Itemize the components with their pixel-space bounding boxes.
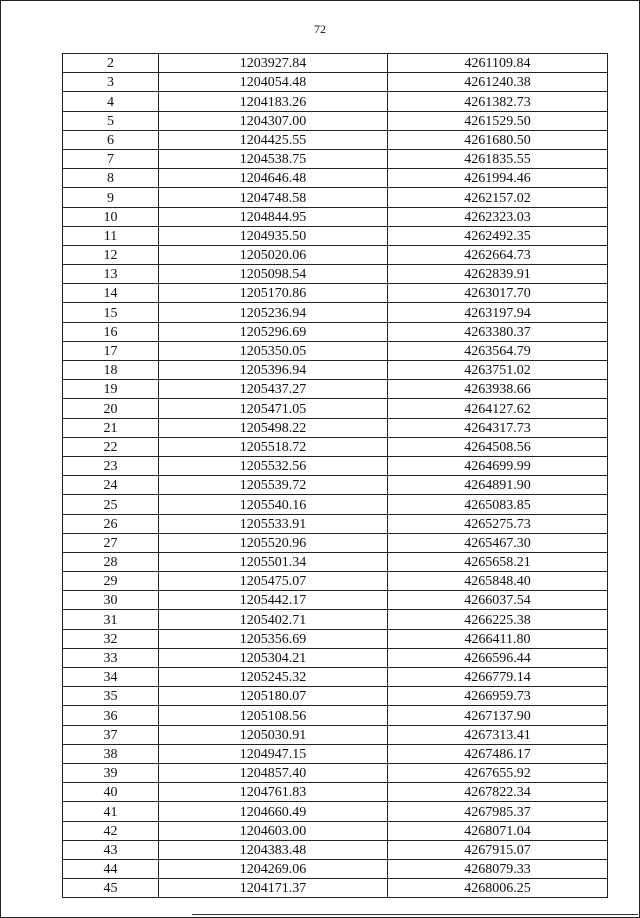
x-coordinate-cell: 1204761.83 [159, 783, 388, 802]
y-coordinate-cell: 4261529.50 [388, 111, 608, 130]
y-coordinate-cell: 4262323.03 [388, 207, 608, 226]
table-row [63, 169, 608, 188]
coordinates-table [62, 53, 608, 898]
point-number-cell: 19 [63, 380, 159, 399]
x-coordinate-cell: 1205437.27 [159, 380, 388, 399]
point-number-cell: 17 [63, 341, 159, 360]
table-row [63, 514, 608, 533]
point-number-cell: 5 [63, 111, 159, 130]
x-coordinate-cell: 1205170.86 [159, 284, 388, 303]
y-coordinate-cell: 4264508.56 [388, 437, 608, 456]
y-coordinate-cell: 4262157.02 [388, 188, 608, 207]
y-coordinate-cell: 4266779.14 [388, 668, 608, 687]
table-row [63, 54, 608, 73]
point-number-cell: 30 [63, 591, 159, 610]
x-coordinate-cell: 1205498.22 [159, 418, 388, 437]
point-number-cell: 32 [63, 629, 159, 648]
y-coordinate-cell: 4267822.34 [388, 783, 608, 802]
x-coordinate-cell: 1205350.05 [159, 341, 388, 360]
point-number-cell: 15 [63, 303, 159, 322]
coordinates-table-body [63, 54, 608, 898]
table-row [63, 399, 608, 418]
x-coordinate-cell: 1205532.56 [159, 456, 388, 475]
table-row [63, 859, 608, 878]
point-number-cell: 35 [63, 687, 159, 706]
page-number: 72 [314, 22, 326, 36]
y-coordinate-cell: 4267486.17 [388, 744, 608, 763]
x-coordinate-cell: 1205520.96 [159, 533, 388, 552]
y-coordinate-cell: 4263380.37 [388, 322, 608, 341]
x-coordinate-cell: 1204857.40 [159, 763, 388, 782]
bottom-divider [192, 914, 638, 915]
table-row [63, 840, 608, 859]
y-coordinate-cell: 4265275.73 [388, 514, 608, 533]
x-coordinate-cell: 1204538.75 [159, 149, 388, 168]
y-coordinate-cell: 4265467.30 [388, 533, 608, 552]
table-row [63, 245, 608, 264]
x-coordinate-cell: 1204383.48 [159, 840, 388, 859]
table-row [63, 418, 608, 437]
y-coordinate-cell: 4265658.21 [388, 552, 608, 571]
y-coordinate-cell: 4261835.55 [388, 149, 608, 168]
y-coordinate-cell: 4266411.80 [388, 629, 608, 648]
table-row [63, 821, 608, 840]
y-coordinate-cell: 4267985.37 [388, 802, 608, 821]
x-coordinate-cell: 1205396.94 [159, 361, 388, 380]
table-row [63, 629, 608, 648]
table-row [63, 744, 608, 763]
table-row [63, 380, 608, 399]
point-number-cell: 33 [63, 648, 159, 667]
x-coordinate-cell: 1204603.00 [159, 821, 388, 840]
y-coordinate-cell: 4264127.62 [388, 399, 608, 418]
table-row [63, 572, 608, 591]
x-coordinate-cell: 1205245.32 [159, 668, 388, 687]
point-number-cell: 7 [63, 149, 159, 168]
table-row [63, 149, 608, 168]
x-coordinate-cell: 1204054.48 [159, 73, 388, 92]
point-number-cell: 43 [63, 840, 159, 859]
y-coordinate-cell: 4266959.73 [388, 687, 608, 706]
table-row [63, 341, 608, 360]
x-coordinate-cell: 1205098.54 [159, 265, 388, 284]
table-row [63, 783, 608, 802]
y-coordinate-cell: 4267655.92 [388, 763, 608, 782]
point-number-cell: 26 [63, 514, 159, 533]
x-coordinate-cell: 1205296.69 [159, 322, 388, 341]
y-coordinate-cell: 4268071.04 [388, 821, 608, 840]
y-coordinate-cell: 4265848.40 [388, 572, 608, 591]
point-number-cell: 2 [63, 54, 159, 73]
point-number-cell: 21 [63, 418, 159, 437]
x-coordinate-cell: 1205475.07 [159, 572, 388, 591]
point-number-cell: 24 [63, 476, 159, 495]
y-coordinate-cell: 4267915.07 [388, 840, 608, 859]
y-coordinate-cell: 4262664.73 [388, 245, 608, 264]
table-row [63, 476, 608, 495]
y-coordinate-cell: 4265083.85 [388, 495, 608, 514]
point-number-cell: 40 [63, 783, 159, 802]
x-coordinate-cell: 1205108.56 [159, 706, 388, 725]
y-coordinate-cell: 4264317.73 [388, 418, 608, 437]
x-coordinate-cell: 1204646.48 [159, 169, 388, 188]
table-row [63, 552, 608, 571]
point-number-cell: 28 [63, 552, 159, 571]
table-row [63, 188, 608, 207]
y-coordinate-cell: 4266037.54 [388, 591, 608, 610]
y-coordinate-cell: 4263751.02 [388, 361, 608, 380]
point-number-cell: 37 [63, 725, 159, 744]
x-coordinate-cell: 1204660.49 [159, 802, 388, 821]
y-coordinate-cell: 4261240.38 [388, 73, 608, 92]
point-number-cell: 45 [63, 879, 159, 898]
x-coordinate-cell: 1205030.91 [159, 725, 388, 744]
y-coordinate-cell: 4264699.99 [388, 456, 608, 475]
y-coordinate-cell: 4268079.33 [388, 859, 608, 878]
x-coordinate-cell: 1205236.94 [159, 303, 388, 322]
y-coordinate-cell: 4268006.25 [388, 879, 608, 898]
y-coordinate-cell: 4262492.35 [388, 226, 608, 245]
point-number-cell: 22 [63, 437, 159, 456]
x-coordinate-cell: 1205540.16 [159, 495, 388, 514]
x-coordinate-cell: 1203927.84 [159, 54, 388, 73]
x-coordinate-cell: 1204935.50 [159, 226, 388, 245]
point-number-cell: 6 [63, 130, 159, 149]
x-coordinate-cell: 1204748.58 [159, 188, 388, 207]
table-row [63, 265, 608, 284]
table-row [63, 322, 608, 341]
point-number-cell: 8 [63, 169, 159, 188]
y-coordinate-cell: 4264891.90 [388, 476, 608, 495]
point-number-cell: 13 [63, 265, 159, 284]
table-row [63, 456, 608, 475]
x-coordinate-cell: 1204183.26 [159, 92, 388, 111]
y-coordinate-cell: 4267137.90 [388, 706, 608, 725]
table-row [63, 111, 608, 130]
table-row [63, 763, 608, 782]
x-coordinate-cell: 1205501.34 [159, 552, 388, 571]
point-number-cell: 12 [63, 245, 159, 264]
table-row [63, 706, 608, 725]
x-coordinate-cell: 1205020.06 [159, 245, 388, 264]
table-row [63, 284, 608, 303]
y-coordinate-cell: 4261382.73 [388, 92, 608, 111]
x-coordinate-cell: 1204947.15 [159, 744, 388, 763]
y-coordinate-cell: 4261994.46 [388, 169, 608, 188]
y-coordinate-cell: 4263197.94 [388, 303, 608, 322]
table-row [63, 226, 608, 245]
table-row [63, 879, 608, 898]
table-row [63, 73, 608, 92]
y-coordinate-cell: 4263938.66 [388, 380, 608, 399]
y-coordinate-cell: 4266225.38 [388, 610, 608, 629]
point-number-cell: 27 [63, 533, 159, 552]
point-number-cell: 18 [63, 361, 159, 380]
x-coordinate-cell: 1205533.91 [159, 514, 388, 533]
point-number-cell: 9 [63, 188, 159, 207]
point-number-cell: 20 [63, 399, 159, 418]
y-coordinate-cell: 4262839.91 [388, 265, 608, 284]
y-coordinate-cell: 4267313.41 [388, 725, 608, 744]
point-number-cell: 39 [63, 763, 159, 782]
table-row [63, 802, 608, 821]
point-number-cell: 25 [63, 495, 159, 514]
x-coordinate-cell: 1205471.05 [159, 399, 388, 418]
x-coordinate-cell: 1204171.37 [159, 879, 388, 898]
table-row [63, 303, 608, 322]
table-row [63, 92, 608, 111]
table-row [63, 591, 608, 610]
table-row [63, 361, 608, 380]
point-number-cell: 10 [63, 207, 159, 226]
point-number-cell: 3 [63, 73, 159, 92]
point-number-cell: 31 [63, 610, 159, 629]
point-number-cell: 41 [63, 802, 159, 821]
table-row [63, 610, 608, 629]
point-number-cell: 14 [63, 284, 159, 303]
table-row [63, 648, 608, 667]
table-row [63, 207, 608, 226]
point-number-cell: 4 [63, 92, 159, 111]
x-coordinate-cell: 1204307.00 [159, 111, 388, 130]
y-coordinate-cell: 4263564.79 [388, 341, 608, 360]
table-row [63, 725, 608, 744]
point-number-cell: 11 [63, 226, 159, 245]
x-coordinate-cell: 1205180.07 [159, 687, 388, 706]
x-coordinate-cell: 1205356.69 [159, 629, 388, 648]
point-number-cell: 29 [63, 572, 159, 591]
point-number-cell: 34 [63, 668, 159, 687]
x-coordinate-cell: 1204425.55 [159, 130, 388, 149]
x-coordinate-cell: 1204844.95 [159, 207, 388, 226]
table-row [63, 533, 608, 552]
y-coordinate-cell: 4261109.84 [388, 54, 608, 73]
point-number-cell: 42 [63, 821, 159, 840]
point-number-cell: 44 [63, 859, 159, 878]
y-coordinate-cell: 4266596.44 [388, 648, 608, 667]
x-coordinate-cell: 1205402.71 [159, 610, 388, 629]
x-coordinate-cell: 1204269.06 [159, 859, 388, 878]
point-number-cell: 16 [63, 322, 159, 341]
table-row [63, 495, 608, 514]
table-row [63, 437, 608, 456]
x-coordinate-cell: 1205518.72 [159, 437, 388, 456]
point-number-cell: 36 [63, 706, 159, 725]
y-coordinate-cell: 4263017.70 [388, 284, 608, 303]
table-row [63, 130, 608, 149]
table-row [63, 687, 608, 706]
point-number-cell: 38 [63, 744, 159, 763]
point-number-cell: 23 [63, 456, 159, 475]
x-coordinate-cell: 1205442.17 [159, 591, 388, 610]
x-coordinate-cell: 1205304.21 [159, 648, 388, 667]
table-row [63, 668, 608, 687]
y-coordinate-cell: 4261680.50 [388, 130, 608, 149]
x-coordinate-cell: 1205539.72 [159, 476, 388, 495]
